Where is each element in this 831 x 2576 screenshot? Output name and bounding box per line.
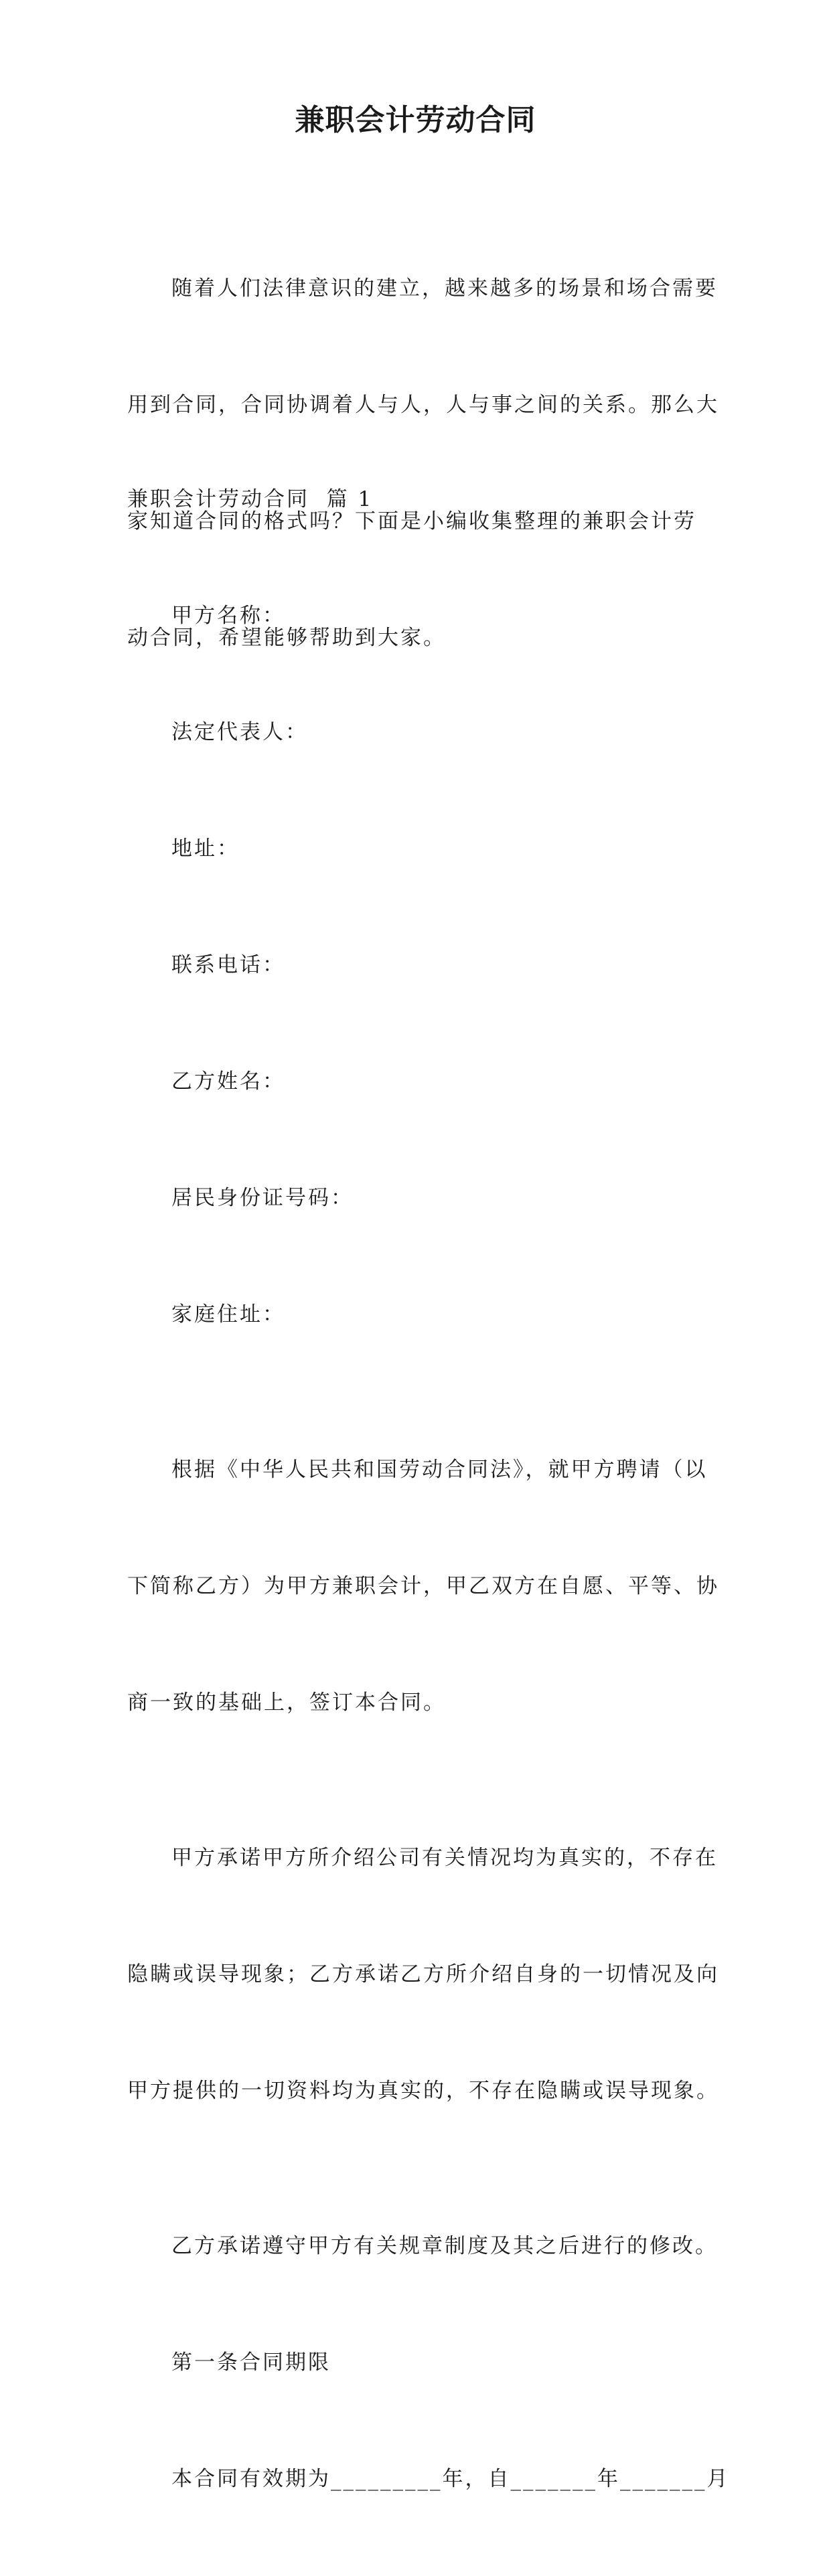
section-heading: 兼职会计劳动合同 篇 1	[127, 487, 374, 511]
intro-line: 动合同，希望能够帮助到大家。	[127, 626, 446, 650]
para3-line: 乙方承诺遵守甲方有关规章制度及其之后进行的修改。	[171, 2234, 718, 2258]
intro-line: 随着人们法律意识的建立，越来越多的场景和场合需要	[171, 276, 718, 300]
para1-line: 根据《中华人民共和国劳动合同法》，就甲方聘请（以	[171, 1458, 708, 1482]
article1-line: 本合同有效期为_________年，自_______年_______月	[171, 2467, 730, 2491]
document-title: 兼职会计劳动合同	[295, 103, 536, 137]
legal-rep-field: 法定代表人：	[171, 720, 308, 744]
para1-line: 商一致的基础上，签订本合同。	[127, 1691, 446, 1715]
para1-line: 下简称乙方）为甲方兼职会计，甲乙双方在自愿、平等、协	[127, 1574, 719, 1598]
article1-heading: 第一条合同期限	[171, 2350, 331, 2375]
address-field: 地址：	[171, 837, 240, 861]
intro-line: 家知道合同的格式吗？下面是小编收集整理的兼职会计劳	[127, 509, 696, 533]
party-a-name-field: 甲方名称：	[171, 604, 285, 628]
home-address-field: 家庭住址：	[171, 1302, 285, 1326]
intro-line: 用到合同，合同协调着人与人，人与事之间的关系。那么大	[127, 393, 719, 417]
contract-body	[127, 402, 730, 2576]
party-b-name-field: 乙方姓名：	[171, 1069, 285, 1094]
id-number-field: 居民身份证号码：	[171, 1186, 354, 1210]
para2-line: 甲方承诺甲方所介绍公司有关情况均为真实的，不存在	[171, 1846, 718, 1870]
para2-line: 甲方提供的一切资料均为真实的，不存在隐瞒或误导现象。	[127, 2079, 719, 2103]
phone-field: 联系电话：	[171, 953, 285, 977]
para2-line: 隐瞒或误导现象；乙方承诺乙方所介绍自身的一切情况及向	[127, 1962, 719, 1986]
